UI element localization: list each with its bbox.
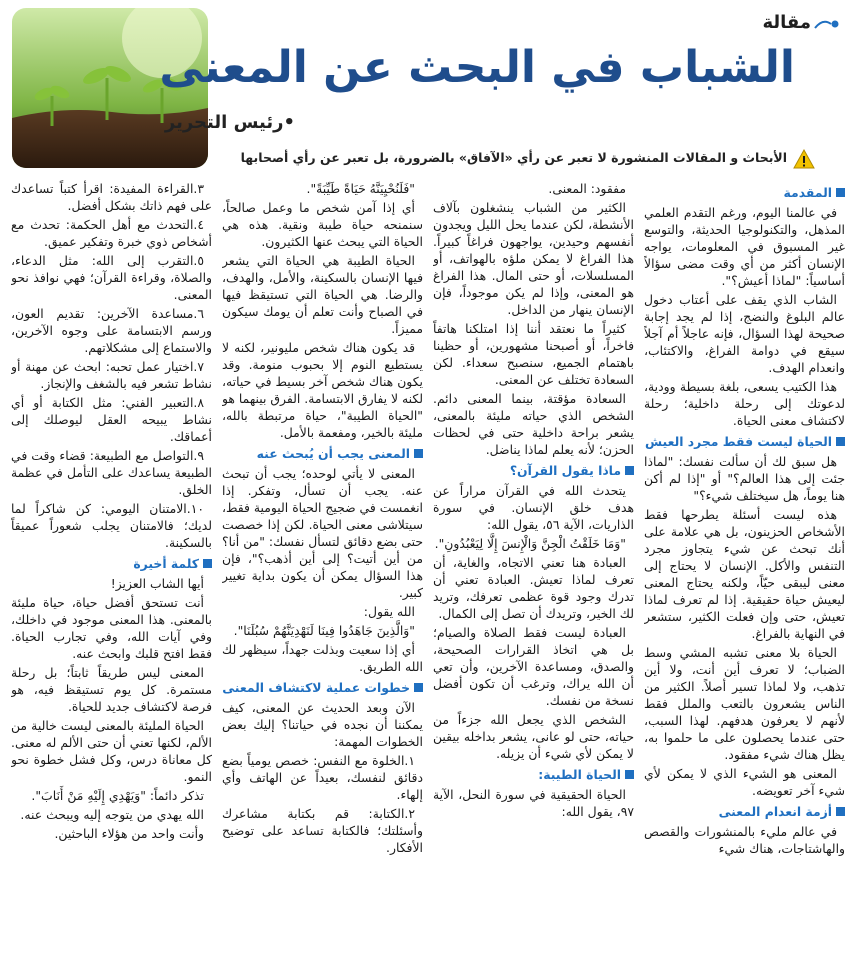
paragraph: ٤.التحدث مع أهل الحكمة: تحدث مع أشخاص ذوي خبرة وتفكير عميق. <box>11 217 212 249</box>
article-title: الشباب في البحث عن المعنى <box>159 42 795 93</box>
section-title: المعنى يجب أن يُبحث عنه <box>256 445 410 461</box>
quran-verse: "فَلَنُحْيِيَنَّهُ حَيَاةً طَيِّبَةً". <box>306 181 415 196</box>
section-title: الحياة ليست فقط مجرد العيش <box>645 433 832 449</box>
paragraph: الحياة المليئة بالمعنى ليست خالية من الألم، لكنها تعني أن حتى الألم له معنى. كل معاناة درس، وكل فشل خطوة نحو النمو. <box>11 718 212 784</box>
article-column-4 <box>11 180 212 975</box>
section-heading <box>222 444 423 462</box>
section-heading <box>644 802 845 820</box>
paragraph: الله يقول: <box>363 604 415 619</box>
paragraph: هذه ليست أسئلة يطرحها فقط الأشخاص الحزينون، بل هي علامة على أنك تبحث عن شيء يتجاوز مجرد التنفس والأكل. الإنسان لا يحتاج إلى معنى ليبقى حيّاً، ولكنه يحتاج المعنى ليعيش حياة حقيقية. إذا لم تعرف لماذا تعيش، حتى وإن فعلت الكثير، ستشعر في النهاية بالفراغ. <box>644 507 845 641</box>
paragraph: العبادة هنا تعني الاتجاه، والغاية، أن تعرف لماذا تعيش. العبادة تعني أن تدرك وجود قوة عظمى تعرفك، وتريد لك الخير، وتريدك أن تصل إلى الكمال. <box>433 555 634 621</box>
paragraph: أيها الشاب العزيز! <box>110 576 204 591</box>
section-heading <box>222 678 423 696</box>
section-title: الحياة الطيبة: <box>538 766 621 782</box>
paragraph: وأنت واحد من هؤلاء الباحثين. <box>54 826 204 841</box>
paragraph: الشاب الذي يقف على أعتاب دخول عالم البلوغ والنضج، إذا لم يجد إجابة صحيحة لهذا السؤال، فإنه عاجلاً أم آجلاً سيقع في دوامة الفراغ، والاكتئاب، وانعدام الهدف. <box>644 292 845 375</box>
paragraph: يتحدث الله في القرآن مراراً عن هدف خلق الإنسان. في سورة الذاريات، الآية ٥٦، يقول الله: <box>433 483 634 532</box>
quran-verse: "وَالَّذِينَ جَاهَدُوا فِينَا لَنَهْدِيَنَّهُمْ سُبُلَنَا". <box>233 623 415 638</box>
section-heading <box>433 765 634 783</box>
paragraph: هل سبق لك أن سألت نفسك: "لماذا جئت إلى هذا العالم؟" أو "إذا لم أكن هنا يوماً، هل سيختلف شيء؟" <box>644 454 845 503</box>
section-square-icon <box>836 188 845 197</box>
section-square-icon <box>625 466 634 475</box>
section-kicker <box>719 12 839 36</box>
section-square-icon <box>836 807 845 816</box>
article-author: •رئيس التحرير <box>164 112 295 133</box>
paragraph: الحياة الحقيقية في سورة النحل، الآية ٩٧، يقول الله: <box>433 787 634 819</box>
paragraph: المعنى هو الشيء الذي لا يمكن لأي شيء آخر تعويضه. <box>644 766 845 798</box>
paragraph: الكثير من الشباب ينشغلون بآلاف الأنشطة، لكن عندما يحل الليل ويجدون أنفسهم وحيدين، يواجهون فراغاً كبيراً. هذا الفراغ لا يمكن ملؤه بالهواتف، أو المسلسلات، أو حتى المال. هذا الفراغ هو المعنى، وإذا لم يكن موجوداً، فإن الإنسان ينهار من الداخل. <box>433 200 634 317</box>
paragraph: الشخص الذي يجعل الله جزءاً من حياته، حتى لو عانى، يشعر بداخله بيقين لا يمكن لأي شيء أن يزيله. <box>433 712 634 761</box>
paragraph: ٩.التواصل مع الطبيعة: قضاء وقت في الطبيعة يساعدك على التأمل في عظمة الخلق. <box>11 448 212 497</box>
section-title: كلمة أخيرة <box>133 555 199 571</box>
paragraph: السعادة مؤقتة، بينما المعنى دائم. الشخص الذي حياته مليئة بالمعنى، يشعر براحة داخلية حتى في لحظات الحزن؛ لأنه يعلم لماذا يناضل. <box>433 391 634 457</box>
section-title: خطوات عملية لاكتشاف المعنى <box>222 679 410 695</box>
article-column-1 <box>644 180 845 975</box>
article-column-2 <box>433 180 634 975</box>
paragraph: ١.الخلوة مع النفس: خصص يومياً بضع دقائق لنفسك، بعيداً عن الهاتف وأي إلهاء. <box>222 753 423 802</box>
section-heading <box>644 183 845 201</box>
paragraph: أي إذا سعيت وبذلت جهداً، سيظهر لك الله الطريق. <box>222 642 423 674</box>
section-title: ماذا يقول القرآن؟ <box>509 462 621 478</box>
paragraph: الله يهدي من يتوجه إليه ويبحث عنه. <box>20 807 204 822</box>
section-heading <box>433 461 634 479</box>
warning-icon <box>793 149 815 169</box>
paragraph: ٧.اختيار عمل تحبه: ابحث عن مهنة أو نشاط تشعر فيه بالشغف والإنجاز. <box>11 359 212 391</box>
section-title: المقدمة <box>783 184 832 200</box>
paragraph: ٢.الكتابة: قم بكتابة مشاعرك وأسئلتك؛ فالكتابة تساعد على توضيح الأفكار. <box>222 806 423 855</box>
article-header <box>0 0 855 176</box>
paragraph: الحياة بلا معنى تشبه المشي وسط الضباب؛ لا تعرف أين أنت، ولا أين تذهب، ولا لماذا تسير أصلاً. الكثير من الناس يشعرون بالتعب والملل فقط لأنهم لا يعرفون هدفهم. لهذا السبب، حتى عندما يحصلون على ما حلموا به، يظل هناك شيء مفقود. <box>644 645 845 762</box>
paragraph: في عالمنا اليوم، ورغم التقدم العلمي المذهل، والتكنولوجيا الحديثة، والتوسع غير المسبوق في المعلومات، يواجه الإنسان أكثر من أي وقت مضى سؤالاً أساسياً: "لماذا أعيش؟". <box>644 205 845 288</box>
section-title: أزمة انعدام المعنى <box>718 803 832 819</box>
section-square-icon <box>414 683 423 692</box>
paragraph: تذكر دائماً: "وَيَهْدِي إِلَيْهِ مَنْ أَنَابَ". <box>31 788 204 803</box>
pen-icon <box>813 16 839 32</box>
section-heading <box>11 554 212 572</box>
paragraph: في عالم مليء بالمنشورات والقصص والهاشتاجات، هناك شيء <box>644 824 845 856</box>
paragraph: قد يكون هناك شخص مليونير، لكنه لا يستطيع النوم إلا بحبوب منومة. وقد يكون هناك شخص آخر بسيط في حياته، لكنه لا يفارق الابتسامة. الفرق بينهما هو "الحياة الطيبة"، حياة مرتبطة بالله، مليئة بالخير، ومفعمة بالأمل. <box>222 340 423 440</box>
article-body <box>10 180 845 975</box>
paragraph: أنت تستحق أفضل حياة، حياة مليئة بالمعنى. هذا المعنى موجود في داخلك، وفي آيات الله، وفي تجارب الحياة. فقط افتح قلبك وابحث عنه. <box>11 595 212 661</box>
paragraph: مفقود: المعنى. <box>548 181 626 196</box>
disclaimer <box>215 148 815 170</box>
paragraph: الحياة الطيبة هي الحياة التي يشعر فيها الإنسان بالسكينة، والأمل، والهدف، والرضا. هي الحياة التي تستيقظ فيها في الصباح وأنت تعلم أن يومك سيكون مميزاً. <box>222 253 423 336</box>
article-column-3 <box>222 180 423 975</box>
paragraph: المعنى لا يأتي لوحده؛ يجب أن تبحث عنه. يجب أن تسأل، وتفكر. إذا انغمست في ضجيج الحياة اليومية فقط، سيتلاشى معنى الحياة. لكن إذا خصصت حتى بضع دقائق لتسأل نفسك: "من أنا؟ من أين أتيت؟ إلى أين أذهب؟"، فإن هذا السؤال يمكن أن يكون بداية تغيير كبير. <box>222 466 423 600</box>
paragraph: كثيراً ما نعتقد أننا إذا امتلكنا هاتفاً فاخراً، أو أصبحنا مشهورين، أو حظينا باهتمام الجميع، سنصبح سعداء. لكن السعادة تختلف عن المعنى. <box>433 321 634 387</box>
paragraph: الآن وبعد الحديث عن المعنى، كيف يمكننا أن نجده في حياتنا؟ إليك بعض الخطوات المهمة: <box>222 700 423 749</box>
section-heading <box>644 432 845 450</box>
kicker-label: مقالة <box>762 12 811 33</box>
section-square-icon <box>625 770 634 779</box>
paragraph: ٥.التقرب إلى الله: مثل الدعاء، والصلاة، وقراءة القرآن؛ فهي نوافذ نحو المعنى. <box>11 253 212 302</box>
paragraph: العبادة ليست فقط الصلاة والصيام؛ بل هي اتخاذ القرارات الصحيحة، والصدق، ومساعدة الآخرين، وأن تعي أن الله يراك، وترغب أن تكون أفضل نسخة من نفسك. <box>433 625 634 708</box>
section-square-icon <box>203 559 212 568</box>
paragraph: أي إذا آمن شخص ما وعمل صالحاً، سنمنحه حياة طيبة ونقية. هذه هي الحياة التي يبحث عنها الكثيرون. <box>222 200 423 249</box>
paragraph: هذا الكتيب يسعى، بلغة بسيطة وودية، لدعوتك إلى رحلة داخلية؛ رحلة لاكتشاف معنى الحياة. <box>644 379 845 428</box>
section-square-icon <box>414 449 423 458</box>
paragraph: ٦.مساعدة الآخرين: تقديم العون، ورسم الابتسامة على وجوه الآخرين، والاستماع إلى مشكلاتهم. <box>11 306 212 355</box>
quran-verse: "وَمَا خَلَقْتُ الْجِنَّ وَالْإِنسَ إِلَّا لِيَعْبُدُونِ". <box>434 536 626 551</box>
paragraph: ١٠.الامتنان اليومي: كن شاكراً لما لديك؛ فالامتنان يجلب شعوراً عميقاً بالسكينة. <box>11 501 212 550</box>
paragraph: ٨.التعبير الفني: مثل الكتابة أو أي نشاط يبيحه العقل ليوصلك إلى أعماقك. <box>11 395 212 444</box>
paragraph: المعنى ليس طريقاً ثابتاً؛ بل رحلة مستمرة. كل يوم تستيقظ فيه، هو فرصة لاكتشاف جديد للحياة. <box>11 665 212 714</box>
section-square-icon <box>836 437 845 446</box>
disclaimer-text: الأبحاث و المقالات المنشورة لا تعبر عن رأي «الآفاق» بالضرورة، بل تعبر عن رأي أصحابها <box>240 150 787 165</box>
paragraph: ٣.القراءة المفيدة: اقرأ كتباً تساعدك على فهم ذاتك بشكل أفضل. <box>11 181 212 213</box>
